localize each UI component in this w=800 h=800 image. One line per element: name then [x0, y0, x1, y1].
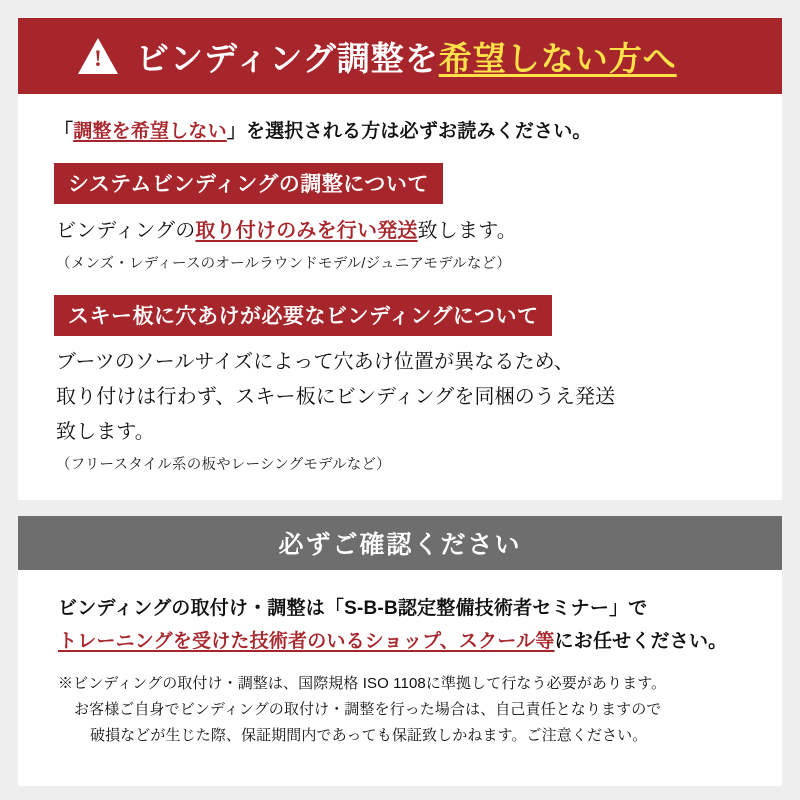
confirm-card — [18, 516, 782, 786]
section1-text-post: 致します。 — [417, 220, 518, 242]
section2-note: （フリースタイル系の板やレーシングモデルなど） — [56, 457, 391, 473]
section1-text-pre: ビンディングの — [56, 220, 196, 242]
lead-paragraph — [54, 116, 748, 143]
section1-text-emphasis: 取り付けのみを行い発送 — [195, 220, 418, 242]
section1-paragraph — [56, 216, 748, 246]
fine-print-line3: 破損などが生じた際、保証期間内であっても保証致しかねます。ご注意ください。 — [90, 727, 648, 745]
lead-quoted-option: 調整を希望しない — [73, 121, 227, 142]
section2-line2-post: のうえ発送 — [514, 386, 616, 408]
fine-print-line2: お客様ご自身でビンディングの取付け・調整を行った場合は、自己責任となりますので — [74, 701, 662, 719]
section2-line2-emphasis: 取り付けは行わず、スキー板にビンディングを同梱 — [56, 386, 515, 408]
section2-paragraph-line3: 致します。 — [56, 421, 155, 443]
confirm-line1-post: 」で — [609, 598, 648, 619]
banner-title-plain: ビンディング調整を — [136, 39, 439, 77]
section-heading-system-binding: システムビンディングの調整について — [54, 163, 443, 204]
fine-print — [58, 671, 748, 750]
banner-title-highlight: 希望しない方へ — [438, 39, 677, 77]
confirm-line2-post: にお任せください。 — [554, 631, 728, 653]
lead-pre: 「 — [54, 121, 74, 142]
section1-note: （メンズ・レディースのオールラウンドモデル/ジュニアモデルなど） — [56, 256, 511, 272]
confirm-line1 — [58, 594, 748, 623]
section-heading-drilling-required: スキー板に穴あけが必要なビンディングについて — [54, 295, 552, 336]
notice-card-binding — [18, 18, 782, 500]
confirm-line2-emphasis: トレーニングを受けた技術者のいるショップ、スクール等 — [58, 631, 555, 653]
gray-banner-title: 必ずご確認ください — [278, 531, 522, 559]
section2-paragraph-line2 — [56, 383, 748, 412]
warning-triangle-icon: ! — [78, 38, 118, 74]
confirm-line1-pre: ビンディングの取付け・調整は「 — [58, 598, 345, 619]
gray-banner-header — [18, 516, 782, 570]
banner-title — [136, 33, 677, 80]
confirm-seminar-name: S-B-B認定整備技術者セミナー — [344, 598, 610, 619]
notice-card-body — [18, 94, 782, 500]
confirm-line2 — [58, 627, 748, 656]
red-banner-header — [18, 18, 782, 94]
lead-post: 」を選択される方は必ずお読みください。 — [226, 121, 592, 142]
section2-paragraph-line1: ブーツのソールサイズによって穴あけ位置が異なるため、 — [56, 351, 574, 373]
fine-print-line1: ※ビンディングの取付け・調整は、国際規格 ISO 1108に準拠して行なう必要があります。 — [58, 674, 667, 692]
confirm-card-body — [18, 570, 782, 770]
